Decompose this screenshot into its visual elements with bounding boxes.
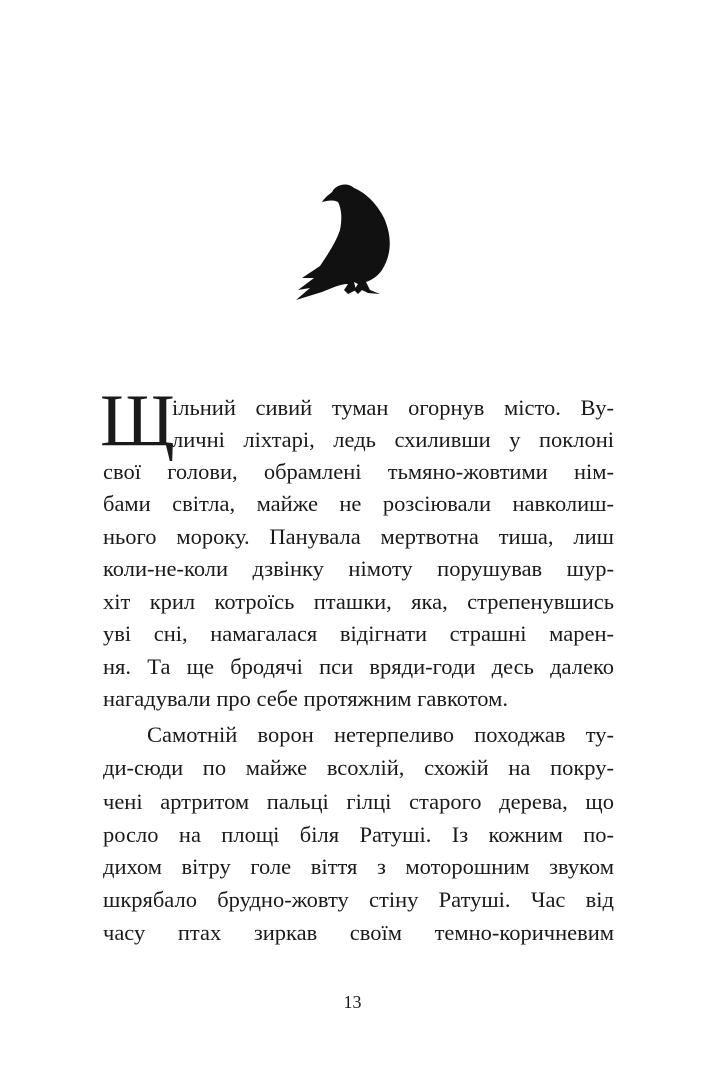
text-line: личні ліхтарі, ледь схиливши у поклоні [172,427,614,452]
text-line: ди-сюди по майже всохлій, схожій на покру- [103,755,614,780]
text-line: нього мороку. Панувала мертвотна тиша, лиш [103,524,614,549]
text-line: Самотній ворон нетерпеливо походжав ту- [147,722,614,747]
text-line: часу птах зиркав своїм темно-коричневим [103,920,614,945]
text-line: ільний сивий туман огорнув місто. Ву- [172,395,614,420]
text-line: шкрябало брудно-жовту стіну Ратуші. Час від [103,887,614,912]
text-line: ня. Та ще бродячі пси вряди-годи десь далеко [103,654,614,679]
text-line: хіт крил котроїсь пташки, яка, стрепенувшись [103,589,614,614]
text-line: росло на площі біля Ратуші. Із кожним по- [103,822,614,847]
text-line: чені артритом пальці гілці старого дерева, що [103,789,614,814]
text-line: бами світла, майже не розсіювали навколиш- [103,491,614,516]
text-line: коли-не-коли дзвінку німоту порушував шур- [103,556,614,581]
text-line: дихом вітру голе віття з моторошним звуком [103,854,614,879]
text-line: уві сні, намагалася відігнати страшні марен- [103,621,614,646]
drop-cap: Щ [100,380,175,462]
page-number: 13 [343,992,362,1012]
text-line: нагадували про себе протяжним гавкотом. [103,686,508,711]
text-line: свої голови, обрамлені тьмяно-жовтими нім- [103,459,614,484]
raven-illustration-icon [292,178,402,303]
